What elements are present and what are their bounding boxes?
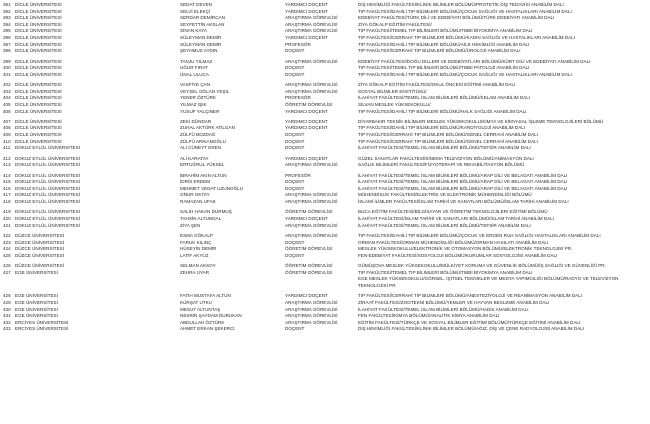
university-cell: DİCLE ÜNİVERSİTESİ — [15, 108, 62, 114]
academic-title-cell: DOÇENT — [285, 185, 305, 191]
academic-title-cell: ARAŞTIRMA GÖREVLİSİ — [285, 232, 338, 238]
person-name-cell: VASFİYE ÇAN — [180, 82, 211, 88]
row-number: 405 — [3, 101, 11, 107]
row-number: 409 — [3, 132, 11, 138]
department-cell: TIP FAKÜLTESİ/CERRAHİ TIP BİLİMLERİ BÖLÜMÜ/KADIN SAĞLIĞI VE HASTALIKLARI ANABİLİM DALI — [358, 34, 576, 40]
row-number: 404 — [3, 95, 11, 101]
table-row — [0, 270, 650, 277]
department-cell: TIP FAKÜLTESİ/DAHİLİ TIP BİLİMLERİ BÖLÜMÜ/ÇOCUK SAĞLIĞI VE HASTALIKLARI ANABİLİM DALI — [358, 71, 572, 77]
department-cell: GÜMÜŞOVA MESLEK YÜKSEKOKULU/MÜLKİYET KORUMA VE GÜVENLİK BÖLÜMÜ/İŞ SAĞLIĞI VE GÜVENLİĞİ PR. — [358, 263, 606, 269]
academic-title-cell: ARAŞTIRMA GÖREVLİSİ — [285, 82, 338, 88]
table-row — [0, 240, 650, 247]
row-number: 400 — [3, 65, 11, 71]
table-row — [0, 246, 650, 253]
academic-title-cell: PROFESÖR — [285, 41, 311, 47]
academic-title-cell: DOÇENT — [285, 145, 305, 151]
academic-title-cell: YARDIMCI DOÇENT — [285, 216, 328, 221]
row-number: 421 — [3, 222, 11, 228]
department-cell: ZİYA GÖKALP EĞİTİM FAKÜLTESİ/ — [358, 21, 432, 27]
university-cell: DİCLE ÜNİVERSİTESİ — [15, 132, 62, 138]
university-cell: DİCLE ÜNİVERSİTESİ — [15, 41, 62, 47]
department-cell: EDEBİYAT FAKÜLTESİ/DOĞU DİLLERİ VE EDEBİYATLARI BÖLÜMÜ/KÜRT DİLİ VE EDEBİYATI ANABİLİM DALI — [358, 58, 591, 64]
row-number: 419 — [3, 209, 11, 215]
row-number: 427 — [3, 269, 11, 275]
academic-title-cell: ARAŞTIRMA GÖREVLİSİ — [285, 28, 338, 34]
university-cell: DİCLE ÜNİVERSİTESİ — [15, 125, 62, 131]
academic-title-cell: DOÇENT — [285, 138, 305, 144]
academic-title-cell: PROFESÖR — [285, 172, 311, 178]
row-number: 391 — [3, 2, 11, 7]
table-row — [0, 95, 650, 102]
table-row — [0, 72, 650, 79]
person-name-cell: ZİYA ŞEN — [180, 222, 201, 228]
department-cell: DİYARBAKIR TEKNİK BİLİMLER MESLEK YÜKSEKOKULU/KİMYA VE KİMYASAL İŞLEME TEKNOLOJİLERİ BÖLÜMÜ — [358, 118, 604, 124]
person-name-cell: ESMA GÖKALP — [180, 232, 213, 238]
university-cell: ERCİYES ÜNİVERSİTESİ — [15, 326, 69, 332]
row-number: 431 — [3, 313, 11, 319]
academic-title-cell: ARAŞTIRMA GÖREVLİSİ — [285, 192, 338, 198]
person-name-cell: UĞUR FIRAT — [180, 65, 208, 71]
person-name-cell: FATİH MUSTAFA ALTUN — [180, 293, 231, 299]
table-row — [0, 173, 650, 180]
table-row — [0, 132, 650, 139]
department-cell: ZİRAAT FAKÜLTESİ/ZOOTEKNİ BÖLÜMÜ/YEMLER VE HAYVAN BESLEME ANABİLİM DALI — [358, 299, 550, 305]
table-row — [0, 82, 650, 89]
department-cell: BUCA EĞİTİM FAKÜLTESİ/BİLGİSAYAR VE ÖĞRETİM TEKNOLOJİLERİ EĞİTİMİ BÖLÜMÜ — [358, 209, 548, 215]
row-number: 429 — [3, 299, 11, 305]
department-cell: SİLVAN MESLEK YÜKSEKOKULU/ — [358, 101, 431, 107]
row-number: 403 — [3, 88, 11, 94]
university-cell: DÜZCE ÜNİVERSİTESİ — [15, 263, 65, 269]
row-number: 415 — [3, 179, 11, 185]
department-cell: EĞİTİM FAKÜLTESİ/TÜRKÇE VE SOSYAL BİLİMLER EĞİTİMİ BÖLÜMÜ/TÜRKÇE EĞİTİMİ ANABİLİM DALI — [358, 319, 581, 325]
row-number: 394 — [3, 21, 11, 27]
person-name-cell: ZÜLFÜ ARIKANOĞLU — [180, 138, 226, 144]
department-cell: FEN FAKÜLTESİ/KİMYA BÖLÜMÜ/ANALİTİK KİMYA ANABİLİM DALI — [358, 313, 500, 319]
university-cell: DOKUZ EYLÜL ÜNİVERSİTESİ — [15, 185, 80, 191]
university-cell: DÜZCE ÜNİVERSİTESİ — [15, 232, 65, 238]
table-row — [0, 156, 650, 163]
academic-title-cell: DOÇENT — [285, 71, 305, 77]
person-name-cell: SELMAN AKSOY — [180, 263, 216, 269]
person-name-cell: FARUK KILINÇ — [180, 239, 212, 245]
person-name-cell: HÜSEYİN DEMİR — [180, 246, 217, 252]
university-cell: DOKUZ EYLÜL ÜNİVERSİTESİ — [15, 209, 80, 215]
department-cell: ORMAN FAKÜLTESİ/ORMAN MÜHENDİSLİĞİ BÖLÜMÜ/ORMAN HASILATI ANABİLİM DALI — [358, 239, 549, 245]
department-cell: EGE MESLEK YÜKSEKOKULU/GÖRSEL, İŞİTSEL TEKNİKLER VE MEDYA YAPIMCILIĞI BÖLÜMÜ/RADYO VE TELEVİZYON — [358, 276, 619, 282]
university-cell: DOKUZ EYLÜL ÜNİVERSİTESİ — [15, 172, 80, 178]
university-cell: DOKUZ EYLÜL ÜNİVERSİTESİ — [15, 179, 80, 185]
person-name-cell: ABDULLAH ÖZTÜRK — [180, 319, 225, 325]
academic-title-cell: YARDIMCI DOÇENT — [285, 2, 328, 7]
university-cell: DİCLE ÜNİVERSİTESİ — [15, 58, 62, 64]
row-number: 413 — [3, 162, 11, 168]
university-cell: DİCLE ÜNİVERSİTESİ — [15, 88, 62, 94]
person-name-cell: İDRİS ERDEM — [180, 179, 211, 185]
university-cell: DİCLE ÜNİVERSİTESİ — [15, 95, 62, 101]
table-row — [0, 162, 650, 169]
table-row — [0, 263, 650, 270]
table-row — [0, 293, 650, 300]
department-cell: DİŞ HEKİMLİĞİ FAKÜLTESİ/KLİNİK BİLİMLER BÖLÜMÜ/PROTETİK DİŞ TEDAVİSİ ANABİLİM DALI — [358, 2, 564, 7]
university-cell: DOKUZ EYLÜL ÜNİVERSİTESİ — [15, 162, 80, 168]
row-number: 393 — [3, 15, 11, 21]
person-name-cell: MEHMET VEDAT UZUNOĞLU — [180, 185, 244, 191]
department-cell: FEN-EDEBİYAT FAKÜLTESİ/SOSYOLOJİ BÖLÜMÜ/KURUMLAR SOSYOLOJİSİ ANABİLİM DALI — [358, 252, 558, 258]
department-cell: ZİYA GÖKALP EĞİTİM FAKÜLTESİ/OKUL ÖNCESİ EĞİTİMİ ANABİLİM DALI — [358, 82, 516, 88]
academic-title-cell: ARAŞTIRMA GÖREVLİSİ — [285, 15, 338, 21]
row-number: 399 — [3, 58, 11, 64]
row-number: 416 — [3, 185, 11, 191]
table-row — [0, 283, 650, 290]
university-cell: DOKUZ EYLÜL ÜNİVERSİTESİ — [15, 192, 80, 198]
academic-title-cell: DOÇENT — [285, 132, 305, 138]
university-cell: DİCLE ÜNİVERSİTESİ — [15, 21, 62, 27]
person-name-cell: SALİH HAKAN DURMUŞ — [180, 209, 232, 215]
university-cell: DİCLE ÜNİVERSİTESİ — [15, 71, 62, 77]
academic-title-cell: ÖĞRETİM GÖREVLİSİ — [285, 263, 333, 269]
table-row — [0, 15, 650, 22]
university-cell: EGE ÜNİVERSİTESİ — [15, 306, 58, 312]
academic-title-cell: ARAŞTIRMA GÖREVLİSİ — [285, 319, 338, 325]
academic-title-cell: YARDIMCI DOÇENT — [285, 34, 328, 40]
department-cell: DİŞ HEKİMLİĞİ FAKÜLTESİ/KLİNİK BİLİMLER BÖLÜMÜ/AĞIZ, DİŞ VE ÇENE RADYOLOJİSİ ANABİLİM DALI — [358, 326, 585, 332]
department-cell: TIP FAKÜLTESİ/TEMEL TIP BİLİMLERİ BÖLÜMÜ/TIBBİ BİYOKİMYA ANABİLİM DALI — [358, 269, 533, 275]
academic-title-cell: YARDIMCI DOÇENT — [285, 293, 328, 299]
academic-title-cell: ARAŞTIRMA GÖREVLİSİ — [285, 21, 338, 27]
department-cell: TIP FAKÜLTESİ/DAHİLİ TIP BİLİMLERİ BÖLÜMÜ/ÇOCUK SAĞLIĞI VE HASTALIKLARI ANABİLİM DALI — [358, 8, 572, 14]
person-name-cell: ERTUĞRUL YÜKSEL — [180, 162, 225, 168]
table-row — [0, 192, 650, 199]
university-cell: EGE ÜNİVERSİTESİ — [15, 299, 58, 305]
row-number: 432 — [3, 319, 11, 325]
department-cell: TIP FAKÜLTESİ/DAHİLİ TIP BİLİMLERİ BÖLÜMÜ/KARDİYOLOJİ ANABİLİM DALI — [358, 125, 526, 131]
table-row — [0, 42, 650, 49]
university-cell: DÜZCE ÜNİVERSİTESİ — [15, 239, 65, 245]
table-row — [0, 276, 650, 283]
academic-title-cell: YARDIMCI DOÇENT — [285, 108, 328, 114]
table-row — [0, 300, 650, 307]
university-cell: EGE ÜNİVERSİTESİ — [15, 293, 58, 299]
table-row — [0, 320, 650, 327]
table-row — [0, 22, 650, 29]
person-name-cell: MESUT ALTUNTAŞ — [180, 306, 221, 312]
table-row — [0, 145, 650, 152]
row-number: 406 — [3, 108, 11, 114]
person-name-cell: TANJU YILMAZ — [180, 58, 213, 64]
person-name-cell: ZEKİ DÜNDAR — [180, 118, 212, 124]
department-cell: İSLAMİ İLİMLER FAKÜLTESİ/İSLAM TARİHİ VE SANATLARI BÖLÜMÜ/İSLAM TARİHİ ANABİLİM DALI — [358, 199, 569, 205]
person-name-cell: VEYSEL OĞLAN YEŞİL — [180, 88, 230, 94]
academic-title-cell: ÖĞRETİM GÖREVLİSİ — [285, 269, 333, 275]
university-cell: DOKUZ EYLÜL ÜNİVERSİTESİ — [15, 216, 80, 221]
department-cell: İLAHİYAT FAKÜLTESİ/TEMEL İSLAM BİLİMLERİ BÖLÜMÜ/KELAM ANABİLİM DALI — [358, 95, 531, 101]
university-cell: DOKUZ EYLÜL ÜNİVERSİTESİ — [15, 222, 80, 228]
academic-title-cell: ÖĞRETİM GÖREVLİSİ — [285, 209, 333, 215]
academic-title-cell: ARAŞTIRMA GÖREVLİSİ — [285, 222, 338, 228]
university-cell: DİCLE ÜNİVERSİTESİ — [15, 138, 62, 144]
row-number: 412 — [3, 155, 11, 161]
table-row — [0, 102, 650, 109]
university-cell: DİCLE ÜNİVERSİTESİ — [15, 118, 62, 124]
row-number: 422 — [3, 232, 11, 238]
academic-title-cell: ARAŞTIRMA GÖREVLİSİ — [285, 58, 338, 64]
university-cell: DOKUZ EYLÜL ÜNİVERSİTESİ — [15, 199, 80, 205]
academic-title-cell: YARDIMCI DOÇENT — [285, 118, 328, 124]
university-cell: DİCLE ÜNİVERSİTESİ — [15, 28, 62, 34]
table-row — [0, 9, 650, 16]
person-name-cell: LATİF AKYÜZ — [180, 252, 209, 258]
person-name-cell: ALİ CÜNEYT EREN — [180, 145, 222, 151]
table-row — [0, 209, 650, 216]
department-cell: İLAHİYAT FAKÜLTESİ/TEMEL İSLAM BİLİMLERİ BÖLÜMÜ/TEFSİR ANABİLİM DALI — [358, 222, 531, 228]
table-row — [0, 179, 650, 186]
person-name-cell: ZEHRA UYAR — [180, 269, 210, 275]
person-name-cell: ALİ KARATAY — [180, 155, 209, 161]
table-row — [0, 89, 650, 96]
row-number: 423 — [3, 239, 11, 245]
department-cell: İLAHİYAT FAKÜLTESİ/TEMEL İSLAM BİLİMLERİ BÖLÜMÜ/ARAP DİLİ VE BELAGATI ANABİLİM DALI — [358, 172, 568, 178]
department-cell: TIP FAKÜLTESİ/TEMEL TIP BİLİMLERİ BÖLÜMÜ/TIBBİ BİYOKİMYA ANABİLİM DALI — [358, 28, 533, 34]
table-row — [0, 2, 650, 9]
department-cell: İLAHİYAT FAKÜLTESİ/TEMEL İSLAM BİLİMLERİ BÖLÜMÜ/ARAP DİLİ VE BELAGATI ANABİLİM DALI — [358, 179, 568, 185]
department-cell: EDEBİYAT FAKÜLTESİ/TÜRK DİLİ VE EDEBİYATI BÖLÜMÜ/TÜRK EDEBİYATI ANABİLİM DALI — [358, 15, 555, 21]
person-name-cell: SEYFETTİN AKSLAN — [180, 21, 225, 27]
table-row — [0, 48, 650, 55]
department-cell: İLAHİYAT FAKÜLTESİ/TEMEL İSLAM BİLİMLERİ BÖLÜMÜ/HADİS ANABİLİM DALI — [358, 306, 529, 312]
department-cell: İLAHİYAT FAKÜLTESİ/TEMEL İSLAM BİLİMLERİ BÖLÜMÜ/ARAP DİLİ VE BELAGATI ANABİLİM DALI — [358, 185, 568, 191]
academic-title-cell: ARAŞTIRMA GÖREVLİSİ — [285, 199, 338, 205]
person-name-cell: İBRAHİM AKIN ALTUN — [180, 172, 227, 178]
table-row — [0, 109, 650, 116]
university-cell: DİCLE ÜNİVERSİTESİ — [15, 2, 62, 7]
person-name-cell: ZÜLFÜ BOZDAĞ — [180, 132, 216, 138]
academic-title-cell: YARDIMCI DOÇENT — [285, 155, 328, 161]
academic-title-cell: DOÇENT — [285, 326, 305, 332]
table-row — [0, 125, 650, 132]
academic-title-cell: YARDIMCI DOÇENT — [285, 125, 328, 131]
row-number: 408 — [3, 125, 11, 131]
table-row — [0, 35, 650, 42]
row-number: 410 — [3, 138, 11, 144]
row-number: 433 — [3, 326, 11, 332]
university-cell: DÜZCE ÜNİVERSİTESİ — [15, 252, 65, 258]
row-number: 418 — [3, 199, 11, 205]
department-cell: TIP FAKÜLTESİ/DAHİLİ TIP BİLİMLERİ BÖLÜMÜ/HALK SAĞLIĞI ANABİLİM DALI — [358, 108, 527, 114]
table-row — [0, 313, 650, 320]
person-name-cell: SERDAR DEMİRCAN — [180, 15, 225, 21]
university-cell: EGE ÜNİVERSİTESİ — [15, 313, 58, 319]
academic-title-cell: DOÇENT — [285, 252, 305, 258]
person-name-cell: NESRİN ŞAYDAM DURUKAN — [180, 313, 242, 319]
person-name-cell: ÜNAL ULUCA — [180, 71, 209, 77]
person-name-cell: TAHSİN ALTUNDAL — [180, 216, 222, 221]
table-row — [0, 326, 650, 333]
person-name-cell: RAMAZAN UFAK — [180, 199, 216, 205]
row-number: 424 — [3, 246, 11, 252]
person-name-cell: YILMAZ IŞIK — [180, 101, 207, 107]
person-name-cell: KÜRŞAT UTKU — [180, 299, 212, 305]
person-name-cell: SEDAT DEVEN — [180, 2, 212, 7]
row-number: 414 — [3, 172, 11, 178]
university-cell: DİCLE ÜNİVERSİTESİ — [15, 15, 62, 21]
person-name-cell: ŞEYHMUS AYDIN — [180, 48, 218, 54]
department-cell: İLAHİYAT FAKÜLTESİ/İSLAM TARİHİ VE SANATLARI BÖLÜMÜ/İSLAM TARİHİ ANABİLİM DALI — [358, 216, 555, 221]
row-number: 417 — [3, 192, 11, 198]
table-row — [0, 59, 650, 66]
university-cell: DOKUZ EYLÜL ÜNİVERSİTESİ — [15, 145, 80, 151]
row-number: 395 — [3, 28, 11, 34]
department-cell: GÜZEL SANATLAR FAKÜLTESİ/SİNEMA TELEVİZYON BÖLÜMÜ/ANİMASYON DALI — [358, 155, 534, 161]
department-cell: TIP FAKÜLTESİ/CERRAHİ TIP BİLİMLERİ BÖLÜMÜ/GENEL CERRAHİ ANABİLİM DALI — [358, 132, 538, 138]
academic-title-cell: DOÇENT — [285, 65, 305, 71]
person-name-cell: SÜLEYMAN DEMİR — [180, 34, 222, 40]
row-number: 411 — [3, 145, 11, 151]
department-cell: SOSYAL BİLİMLER ENSTİTÜSÜ/ — [358, 88, 427, 94]
row-number: 426 — [3, 263, 11, 269]
university-cell: ERCİYES ÜNİVERSİTESİ — [15, 319, 69, 325]
university-cell: DOKUZ EYLÜL ÜNİVERSİTESİ — [15, 155, 80, 161]
university-cell: DÜZCE ÜNİVERSİTESİ — [15, 246, 65, 252]
row-number: 398 — [3, 48, 11, 54]
academic-title-cell: ARAŞTIRMA GÖREVLİSİ — [285, 162, 338, 168]
person-name-cell: SELVİ ELEKÇİ — [180, 8, 211, 14]
department-cell: TIP FAKÜLTESİ/CERRAHİ TIP BİLİMLERİ BÖLÜMÜ/ANESTEZİYOLOJİ VE REANİMASYON ANABİLİM DALI — [358, 293, 583, 299]
row-number: 401 — [3, 71, 11, 77]
row-number: 425 — [3, 252, 11, 258]
person-name-cell: SİNAN KAYA — [180, 28, 207, 34]
table-row — [0, 65, 650, 72]
department-cell: TIP FAKÜLTESİ/CERRAHİ TIP BİLİMLERİ BÖLÜMÜ/GENEL CERRAHİ ANABİLİM DALI — [358, 138, 538, 144]
academic-title-cell: ÖĞRETİM GÖREVLİSİ — [285, 246, 333, 252]
table-row — [0, 253, 650, 260]
department-cell: İLAHİYAT FAKÜLTESİ/TEMEL İSLAM BİLİMLERİ BÖLÜMÜ/TEFSİR ANABİLİM DALI — [358, 145, 531, 151]
row-number: 428 — [3, 293, 11, 299]
person-name-cell: YUSUF YALÇINER — [180, 108, 220, 114]
department-cell: TEKNOLOJİSİ PR. — [358, 282, 397, 288]
department-cell: TIP FAKÜLTESİ/DAHİLİ TIP BİLİMLERİ BÖLÜMÜ/AİLE HEKİMLİĞİ ANABİLİM DALI — [358, 41, 530, 47]
person-name-cell: YENER ÖZTÜRK — [180, 95, 216, 101]
academic-title-cell: ARAŞTIRMA GÖREVLİSİ — [285, 88, 338, 94]
row-number: 420 — [3, 216, 11, 221]
row-number: 407 — [3, 118, 11, 124]
table-row — [0, 233, 650, 240]
row-number: 430 — [3, 306, 11, 312]
university-cell: DİCLE ÜNİVERSİTESİ — [15, 34, 62, 40]
university-cell: DİCLE ÜNİVERSİTESİ — [15, 101, 62, 107]
table-row — [0, 186, 650, 193]
university-cell: DİCLE ÜNİVERSİTESİ — [15, 48, 62, 54]
row-number: 397 — [3, 41, 11, 47]
academic-title-cell: YARDIMCI DOÇENT — [285, 8, 328, 14]
academic-title-cell: DOÇENT — [285, 179, 305, 185]
table-row — [0, 119, 650, 126]
department-cell: MÜHENDİSLİK FAKÜLTESİ/ELEKTRİK VE ELEKTRONİK MÜHENDİSLİĞİ BÖLÜMÜ — [358, 192, 532, 198]
department-cell: TIP FAKÜLTESİ/CERRAHİ TIP BİLİMLERİ BÖLÜMÜ/ÜROLOJİ ANABİLİM DALI — [358, 48, 521, 54]
person-name-cell: ONUR OKTAY — [180, 192, 210, 198]
university-cell: DİCLE ÜNİVERSİTESİ — [15, 65, 62, 71]
academic-title-cell: ARAŞTIRMA GÖREVLİSİ — [285, 299, 338, 305]
table-row — [0, 223, 650, 230]
person-name-cell: ZUHAL AKTÜRK ATİLGAN — [180, 125, 235, 131]
department-cell: SAĞLIK BİLİMLERİ FAKÜLTESİ/FİZYOTERAPİ VE REHABİLİTASYON BÖLÜMÜ — [358, 162, 525, 168]
person-name-cell: AHMET ERKAN ŞEKERCİ — [180, 326, 235, 332]
table-row — [0, 139, 650, 146]
academic-title-cell: ÖĞRETİM GÖREVLİSİ — [285, 101, 333, 107]
academic-title-cell: ARAŞTIRMA GÖREVLİSİ — [285, 313, 338, 319]
academic-title-cell: DOÇENT — [285, 239, 305, 245]
department-cell: MESLEK YÜKSEKOKULU/ELEKTRONİK VE OTOMASYON BÖLÜMÜ/ELEKTRONİK TEKNOLOJİSİ PR. — [358, 246, 573, 252]
row-number: 402 — [3, 82, 11, 88]
university-cell: EGE ÜNİVERSİTESİ — [15, 269, 58, 275]
academic-title-cell: DOÇENT — [285, 48, 305, 54]
academic-title-cell: ARAŞTIRMA GÖREVLİSİ — [285, 306, 338, 312]
row-number: 396 — [3, 34, 11, 40]
department-cell: TIP FAKÜLTESİ/DAHİLİ TIP BİLİMLERİ BÖLÜMÜ/ÇOCUK VE ERGEN RUH SAĞLIĞI HASTALIKLARI ANABİLİM DALI — [358, 232, 601, 238]
table-row — [0, 307, 650, 314]
university-cell: DİCLE ÜNİVERSİTESİ — [15, 8, 62, 14]
department-cell: TIP FAKÜLTESİ/TEMEL TIP BİLİMLERİ BÖLÜMÜ/TIBBİ PATOLOJİ ANABİLİM DALI — [358, 65, 530, 71]
table-row — [0, 28, 650, 35]
university-cell: DİCLE ÜNİVERSİTESİ — [15, 82, 62, 88]
person-name-cell: SÜLEYMAN DEMİR — [180, 41, 222, 47]
table-row — [0, 216, 650, 223]
academic-title-cell: PROFESÖR — [285, 95, 311, 101]
table-row — [0, 199, 650, 206]
row-number: 392 — [3, 8, 11, 14]
